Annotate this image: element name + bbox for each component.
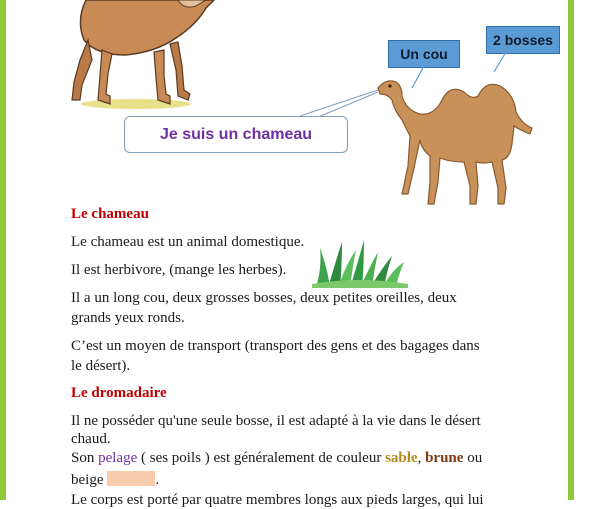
section-title-chameau: Le chameau	[71, 206, 149, 222]
text-ou: ou	[463, 450, 483, 466]
dromadaire-paragraph-1-line-2: chaud.	[71, 431, 111, 447]
dromadaire-paragraph-2-line-2	[71, 471, 521, 489]
text-comma: ,	[417, 450, 426, 466]
dromadaire-paragraph-1-line-1: Il ne posséder qu'une seule bosse, il est adapté à la vie dans le désert	[71, 413, 481, 429]
callout-lines	[0, 0, 595, 200]
text-ses-poils: ( ses poils ) est généralement de couleur	[137, 450, 386, 466]
text-son: Son	[71, 450, 99, 466]
chameau-paragraph-4-line-1: C’est un moyen de transport (transport des gens et des bagages dans	[71, 338, 480, 354]
text-brune: brune	[425, 450, 464, 466]
humps-label-text: 2 bosses	[493, 32, 553, 48]
neck-label-text: Un cou	[400, 46, 448, 62]
chameau-paragraph-3-line-1: Il a un long cou, deux grosses bosses, deux petites oreilles, deux	[71, 290, 457, 306]
beige-color-swatch	[107, 471, 155, 486]
dromadaire-paragraph-3-partial: Le corps est porté par quatre membres longs aux pieds larges, qui lui	[71, 492, 484, 508]
text-period: .	[155, 472, 160, 488]
speech-bubble-text: Je suis un chameau	[159, 125, 313, 143]
text-sable: sable	[385, 450, 418, 466]
chameau-paragraph-1: Le chameau est un animal domestique.	[71, 234, 305, 250]
text-pelage: pelage	[98, 450, 138, 466]
chameau-paragraph-2: Il est herbivore, (mange les herbes).	[71, 262, 287, 278]
chameau-paragraph-3-line-2: grands yeux ronds.	[71, 310, 185, 326]
chameau-paragraph-4-line-2: le désert).	[71, 358, 131, 374]
text-beige: beige	[71, 472, 104, 488]
section-title-dromadaire: Le dromadaire	[71, 385, 167, 401]
speech-bubble	[124, 116, 348, 153]
dromadaire-paragraph-2-line-1	[71, 449, 521, 467]
